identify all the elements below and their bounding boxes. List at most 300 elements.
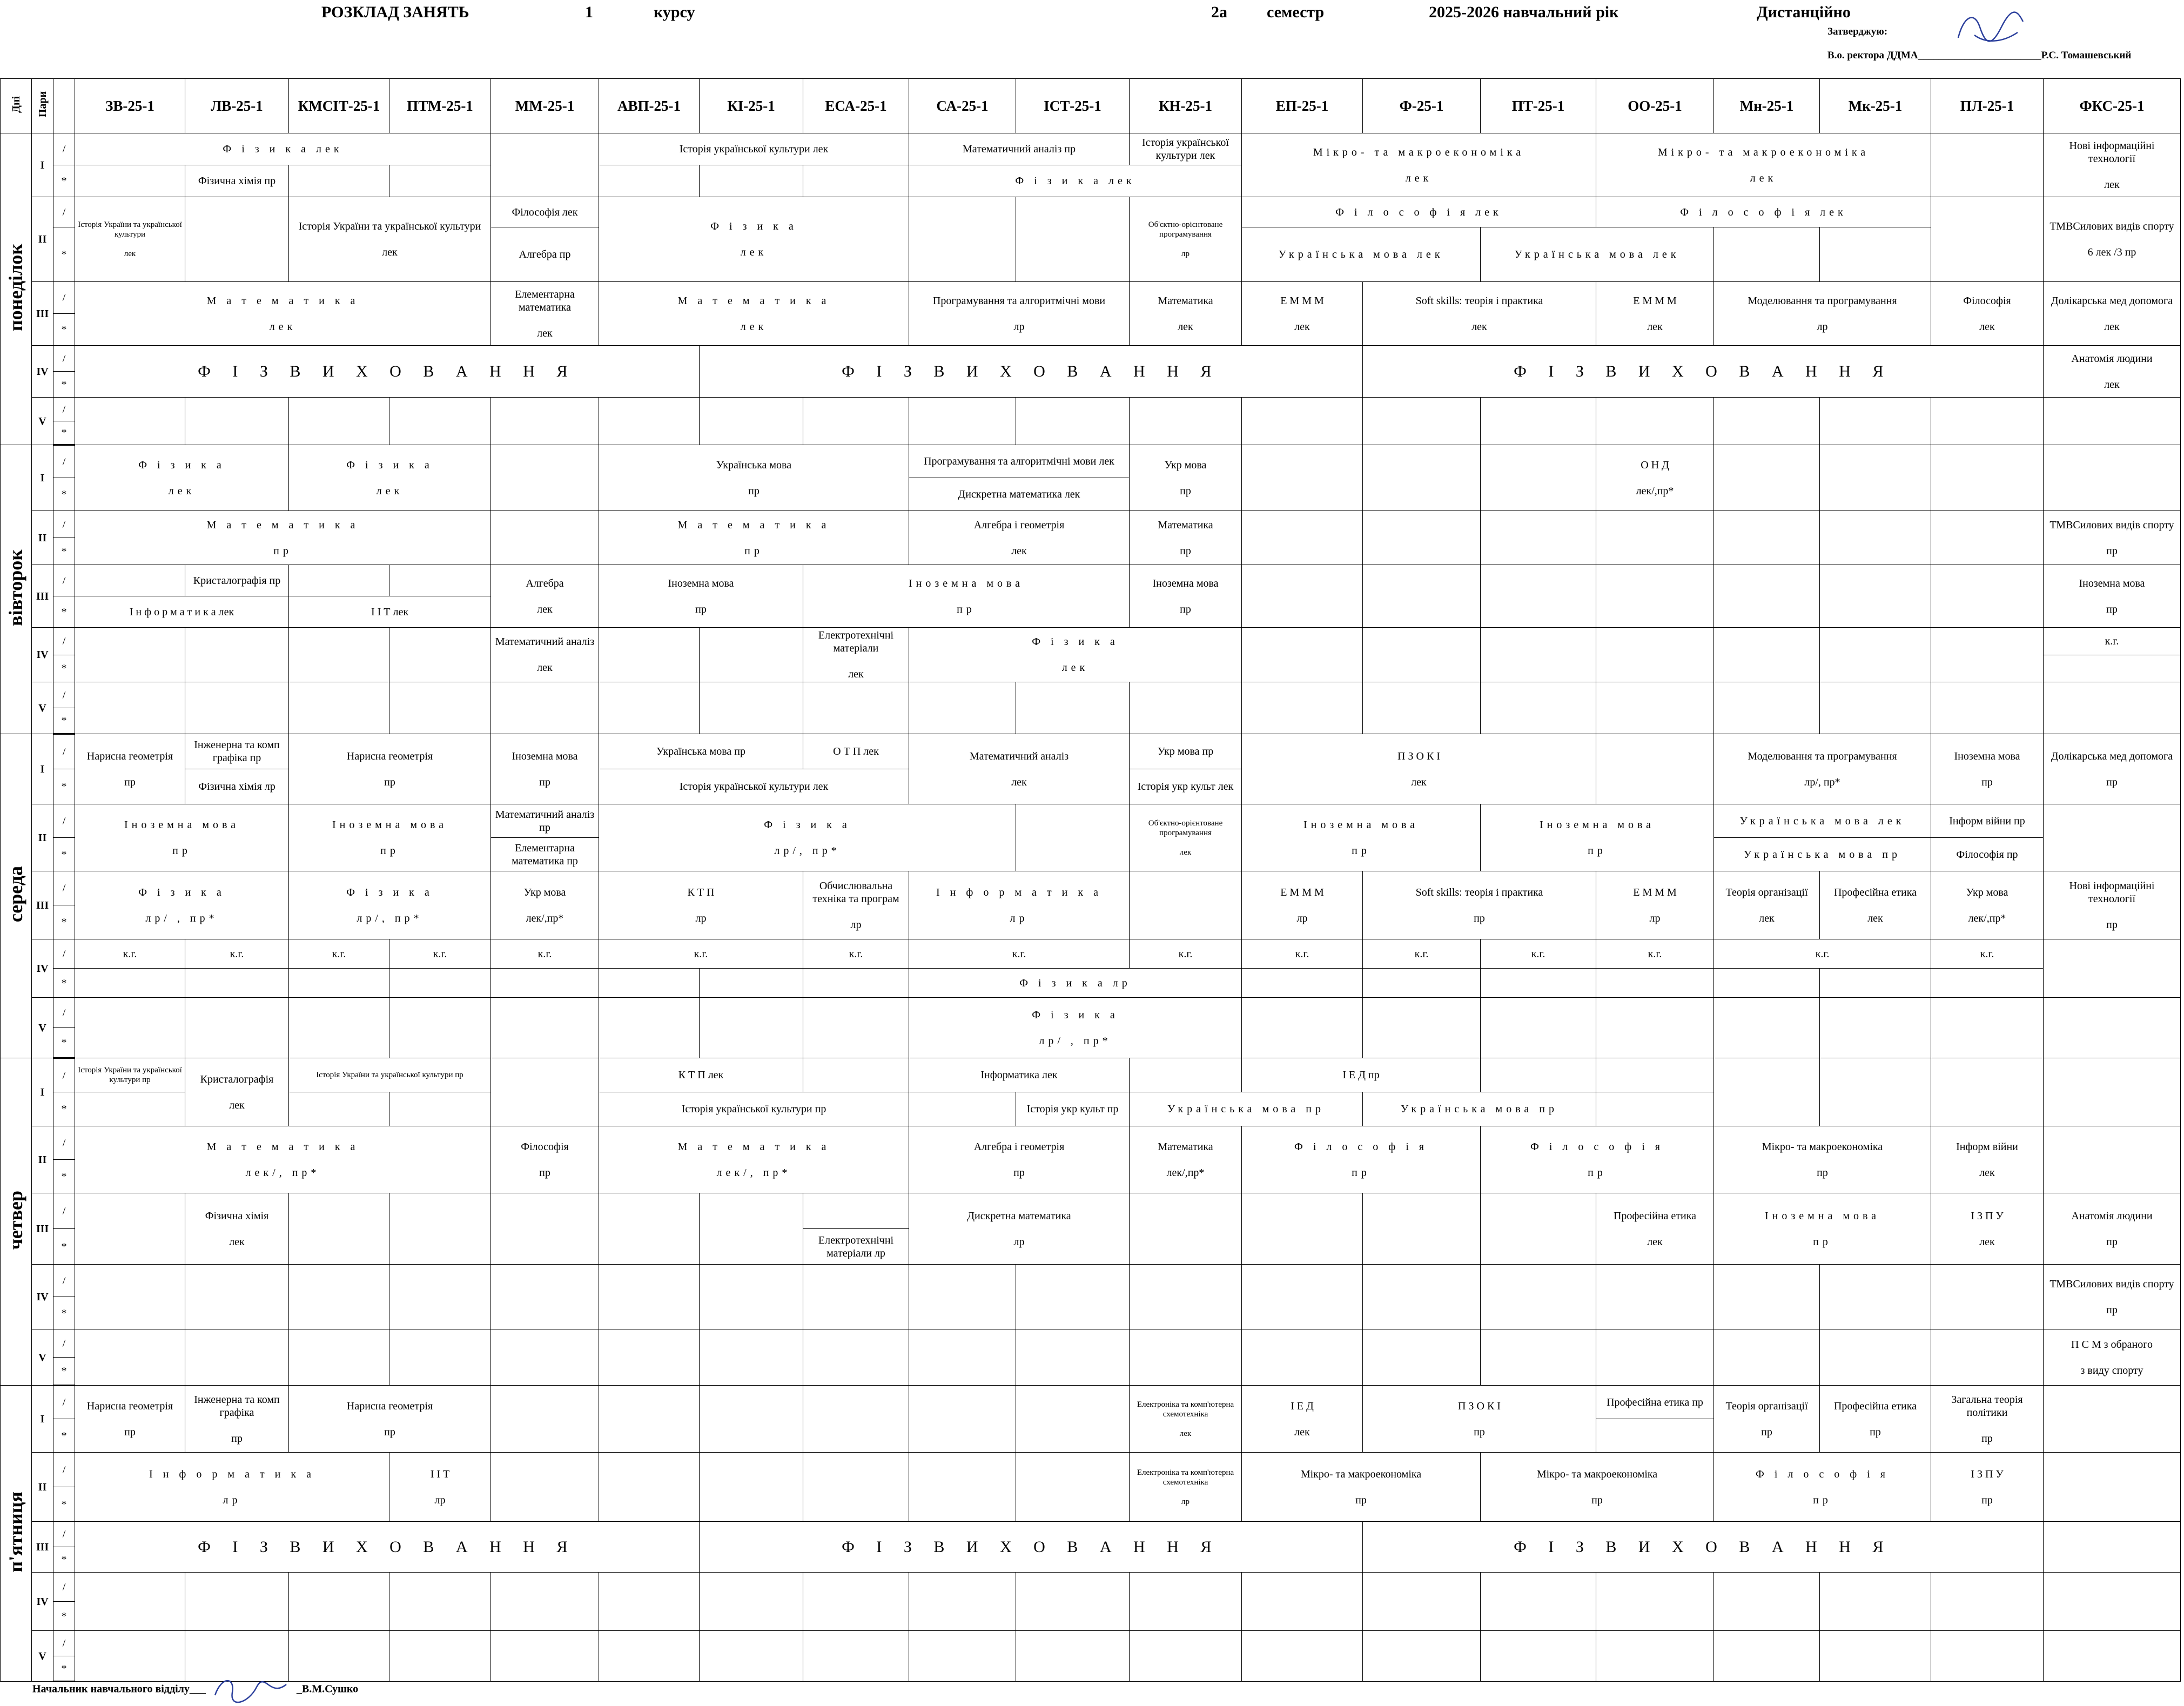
empty-cell xyxy=(289,1329,389,1386)
group-header: Мн-25-1 xyxy=(1714,79,1820,133)
empty-cell xyxy=(289,565,389,596)
empty-cell xyxy=(1016,398,1130,445)
class-cell: Е М М М лр xyxy=(1596,871,1714,939)
day-label: вівторок xyxy=(1,445,32,734)
day-label: п'ятниця xyxy=(1,1386,32,1682)
empty-cell xyxy=(1714,1058,1820,1126)
schedule-row xyxy=(1,133,2181,165)
class-cell: Теорія організації пр xyxy=(1714,1386,1820,1453)
class-cell: Ф і з и к а лек xyxy=(909,165,1242,197)
class-cell: Ф і з и к а лек xyxy=(599,197,909,282)
numerator-week-marker: / xyxy=(53,939,75,969)
schedule-row xyxy=(1,682,2181,708)
empty-cell xyxy=(2044,445,2181,511)
empty-cell xyxy=(491,1631,599,1682)
schedule-row xyxy=(1,1058,2181,1092)
denominator-week-marker: * xyxy=(53,372,75,398)
class-cell: к.г. xyxy=(1596,939,1714,969)
class-cell: Іноземна мова пр xyxy=(1130,565,1242,628)
group-header: ПТ-25-1 xyxy=(1481,79,1596,133)
class-cell: Іноземна мова пр xyxy=(2044,565,2181,628)
class-cell: М а т е м а т и к а лек/, пр* xyxy=(599,1126,909,1193)
schedule-row xyxy=(1,282,2181,314)
class-cell: Українська мова лек xyxy=(1714,804,1931,838)
denominator-week-marker: * xyxy=(53,1028,75,1058)
empty-cell xyxy=(289,165,389,197)
class-cell: Інформ війни лек xyxy=(1931,1126,2044,1193)
empty-cell xyxy=(1242,682,1363,734)
class-cell: Філософія лек xyxy=(1931,282,2044,346)
class-cell: Математичний аналіз лек xyxy=(491,628,599,682)
head-of-department-name: _В.М.Сушко xyxy=(296,1683,359,1695)
class-cell: Професійна етика пр xyxy=(1596,1386,1714,1419)
class-cell: Математичний аналіз пр xyxy=(491,804,599,838)
numerator-week-marker: / xyxy=(53,398,75,421)
schedule-header xyxy=(0,0,2184,78)
empty-cell xyxy=(389,1631,491,1682)
empty-cell xyxy=(1596,734,1714,804)
group-header: ЛВ-25-1 xyxy=(185,79,289,133)
empty-cell xyxy=(1130,1265,1242,1329)
empty-cell xyxy=(185,1265,289,1329)
class-cell: Філософія пр xyxy=(1931,838,2044,871)
empty-cell xyxy=(599,1573,700,1631)
schedule-row xyxy=(1,1329,2181,1358)
class-cell: Філософія лек xyxy=(491,197,599,227)
class-cell: К Т П лек xyxy=(599,1058,803,1092)
class-cell: Soft skills: теорія і практика лек xyxy=(1363,282,1596,346)
group-header: ФКС-25-1 xyxy=(2044,79,2181,133)
empty-cell xyxy=(289,1092,389,1126)
empty-cell xyxy=(2044,804,2181,871)
empty-cell xyxy=(1820,1265,1931,1329)
empty-cell xyxy=(491,133,599,197)
group-header: КІ-25-1 xyxy=(700,79,803,133)
class-cell: Професійна етика лек xyxy=(1820,871,1931,939)
empty-cell xyxy=(599,1193,700,1265)
empty-cell xyxy=(803,1386,909,1453)
empty-cell xyxy=(1931,628,2044,682)
empty-cell xyxy=(1931,398,2044,445)
empty-cell xyxy=(909,1453,1016,1522)
empty-cell xyxy=(2044,939,2181,998)
class-cell: Теорія організації лек xyxy=(1714,871,1820,939)
schedule-row xyxy=(1,1193,2181,1229)
empty-cell xyxy=(1242,565,1363,628)
empty-cell xyxy=(389,682,491,734)
empty-cell xyxy=(1481,1265,1596,1329)
denominator-week-marker: * xyxy=(53,1229,75,1265)
empty-cell xyxy=(909,1329,1016,1386)
empty-cell xyxy=(185,628,289,682)
empty-cell xyxy=(1016,1631,1130,1682)
class-cell: К Т П лр xyxy=(599,871,803,939)
pair-number: II xyxy=(32,1126,53,1193)
empty-cell xyxy=(1931,445,2044,511)
pair-number: I xyxy=(32,734,53,804)
numerator-week-marker: / xyxy=(53,133,75,165)
empty-cell xyxy=(185,1573,289,1631)
empty-cell xyxy=(1931,1058,2044,1126)
empty-cell xyxy=(1481,565,1596,628)
empty-cell xyxy=(1596,969,1714,998)
class-cell: Математичний аналіз лек xyxy=(909,734,1130,804)
empty-cell xyxy=(75,969,185,998)
schedule-row xyxy=(1,1265,2181,1297)
numerator-week-marker: / xyxy=(53,511,75,538)
empty-cell xyxy=(599,1329,700,1386)
class-cell: Ф і з и к а лек xyxy=(75,133,491,165)
class-cell: Українська мова пр xyxy=(1714,838,1931,871)
empty-cell xyxy=(1931,969,2044,998)
group-header: ЗВ-25-1 xyxy=(75,79,185,133)
numerator-week-marker: / xyxy=(53,1265,75,1297)
class-cell: Ф і з и к а лек xyxy=(909,628,1242,682)
empty-cell xyxy=(1820,628,1931,682)
empty-cell xyxy=(1016,1386,1130,1453)
empty-cell xyxy=(1363,565,1481,628)
empty-cell xyxy=(1596,398,1714,445)
denominator-week-marker: * xyxy=(53,1092,75,1126)
pair-number: V xyxy=(32,1329,53,1386)
numerator-week-marker: / xyxy=(53,445,75,478)
empty-cell xyxy=(1820,511,1931,565)
class-cell: Ф і л о с о ф і я лек xyxy=(1242,197,1596,227)
course-number: 1 xyxy=(585,3,593,21)
empty-cell xyxy=(803,165,909,197)
empty-cell xyxy=(700,682,803,734)
class-cell: Soft skills: теорія і практика пр xyxy=(1363,871,1596,939)
class-cell: Елементарна математика лек xyxy=(491,282,599,346)
class-cell: к.г. xyxy=(1363,939,1481,969)
empty-cell xyxy=(700,969,803,998)
empty-cell xyxy=(2044,1058,2181,1126)
pair-number: II xyxy=(32,197,53,282)
class-cell: ТМВСилових видів спорту пр xyxy=(2044,511,2181,565)
class-cell: Ф і з и к а лр/, пр* xyxy=(599,804,1016,871)
empty-cell xyxy=(909,1092,1016,1126)
numerator-week-marker: / xyxy=(53,565,75,596)
class-cell: Укр мова пр xyxy=(1130,734,1242,769)
pair-number: V xyxy=(32,998,53,1058)
empty-cell xyxy=(1363,1329,1481,1386)
empty-cell xyxy=(1481,628,1596,682)
class-cell: Ф І З В И Х О В А Н Н Я xyxy=(75,346,700,398)
empty-cell xyxy=(909,1631,1016,1682)
empty-cell xyxy=(1130,1193,1242,1265)
denominator-week-marker: * xyxy=(53,708,75,734)
class-cell: Долікарська мед допомога лек xyxy=(2044,282,2181,346)
class-cell: П З О К І пр xyxy=(1363,1386,1596,1453)
class-cell: Кристалографія лек xyxy=(185,1058,289,1126)
pair-number: I xyxy=(32,133,53,197)
class-cell: І І Т лр xyxy=(389,1453,491,1522)
class-cell: Електроніка та комп'ютерна схемотехніка лр xyxy=(1130,1453,1242,1522)
empty-cell xyxy=(75,1193,185,1265)
empty-cell xyxy=(1596,565,1714,628)
academic-year: 2025-2026 навчальний рік xyxy=(1429,3,1619,21)
rector-signature xyxy=(1953,5,2028,54)
schedule-row xyxy=(1,1386,2181,1419)
rector-signature-line: В.о. ректора ДДМА________________________Р.С. Томашевський xyxy=(1827,50,2132,61)
empty-cell xyxy=(599,165,700,197)
schedule-title: РОЗКЛАД ЗАНЯТЬ xyxy=(321,3,469,21)
denominator-week-marker: * xyxy=(53,1358,75,1386)
empty-cell xyxy=(1242,1573,1363,1631)
schedule-row xyxy=(1,734,2181,769)
class-cell: к.г. xyxy=(599,939,803,969)
numerator-week-marker: / xyxy=(53,1631,75,1656)
pair-number: III xyxy=(32,1193,53,1265)
empty-cell xyxy=(1016,197,1130,282)
empty-cell xyxy=(75,1329,185,1386)
denominator-week-marker: * xyxy=(53,314,75,346)
class-cell: Історія України та української культури пр xyxy=(289,1058,491,1092)
empty-cell xyxy=(2044,1522,2181,1573)
empty-cell xyxy=(1481,969,1596,998)
schedule-row xyxy=(1,998,2181,1028)
denominator-week-marker: * xyxy=(53,905,75,939)
empty-cell xyxy=(803,1193,909,1229)
empty-cell xyxy=(1242,445,1363,511)
empty-cell xyxy=(185,969,289,998)
class-cell: к.г. xyxy=(491,939,599,969)
empty-cell xyxy=(75,565,185,596)
empty-cell xyxy=(491,1058,599,1126)
class-cell: Українська мова лек xyxy=(1242,227,1481,282)
empty-cell xyxy=(1931,133,2044,197)
empty-cell xyxy=(2044,682,2181,734)
pair-number: II xyxy=(32,511,53,565)
numerator-week-marker: / xyxy=(53,1573,75,1602)
class-cell: Філософія пр xyxy=(491,1126,599,1193)
class-cell: Іноземна мова пр xyxy=(491,734,599,804)
group-header: КМСІТ-25-1 xyxy=(289,79,389,133)
empty-cell xyxy=(909,1265,1016,1329)
class-cell: І н ф о р м а т и к а лек xyxy=(75,596,289,628)
class-cell: Інформ війни пр xyxy=(1931,804,2044,838)
empty-cell xyxy=(1820,682,1931,734)
class-cell: І Е Д пр xyxy=(1242,1058,1481,1092)
denominator-week-marker: * xyxy=(53,165,75,197)
empty-cell xyxy=(1242,969,1363,998)
class-cell: М а т е м а т и к а лек xyxy=(75,282,491,346)
empty-cell xyxy=(1820,1573,1931,1631)
class-cell: Програмування та алгоритмічні мови лр xyxy=(909,282,1130,346)
class-cell: Ф і з и к а лек xyxy=(289,445,491,511)
denominator-week-marker: * xyxy=(53,227,75,282)
empty-cell xyxy=(1363,1193,1481,1265)
denominator-week-marker: * xyxy=(53,421,75,445)
numerator-week-marker: / xyxy=(53,282,75,314)
empty-cell xyxy=(1714,1631,1820,1682)
group-header: ІСТ-25-1 xyxy=(1016,79,1130,133)
class-cell: Укр мова лек/,пр* xyxy=(491,871,599,939)
class-cell: Іноземна мова пр xyxy=(1481,804,1714,871)
class-cell: Нарисна геометрія пр xyxy=(75,734,185,804)
empty-cell xyxy=(2044,1573,2181,1631)
class-cell: Математика пр xyxy=(1130,511,1242,565)
group-header: Ф-25-1 xyxy=(1363,79,1481,133)
empty-cell xyxy=(289,1193,389,1265)
empty-cell xyxy=(803,1265,909,1329)
empty-cell xyxy=(389,165,491,197)
numerator-week-marker: / xyxy=(53,871,75,905)
denominator-week-marker: * xyxy=(53,1656,75,1682)
empty-cell xyxy=(803,1329,909,1386)
course-label: курсу xyxy=(654,3,695,21)
empty-cell xyxy=(1596,1573,1714,1631)
empty-cell xyxy=(1820,1329,1931,1386)
empty-cell xyxy=(1714,445,1820,511)
class-cell: Ф і л о с о ф і я пр xyxy=(1714,1453,1931,1522)
class-cell: Елементарна математика пр xyxy=(491,838,599,871)
empty-cell xyxy=(700,1193,803,1265)
schedule-row xyxy=(1,628,2181,655)
empty-cell xyxy=(1363,1631,1481,1682)
group-header: ОО-25-1 xyxy=(1596,79,1714,133)
class-cell: Історія України та української культури лек xyxy=(75,197,185,282)
denominator-week-marker: * xyxy=(53,596,75,628)
empty-cell xyxy=(1130,398,1242,445)
class-cell: Нові інформаційні технології пр xyxy=(2044,871,2181,939)
empty-cell xyxy=(289,969,389,998)
pair-number: IV xyxy=(32,628,53,682)
class-cell: к.г. xyxy=(1130,939,1242,969)
schedule-row xyxy=(1,1631,2181,1656)
class-cell: ТМВСилових видів спорту пр xyxy=(2044,1265,2181,1329)
empty-cell xyxy=(289,998,389,1058)
class-cell: Історія укр культ лек xyxy=(1130,769,1242,804)
class-cell: к.г. xyxy=(75,939,185,969)
empty-cell xyxy=(1363,998,1481,1058)
class-cell: ТМВСилових видів спорту 6 лек /3 пр xyxy=(2044,197,2181,282)
denominator-week-marker: * xyxy=(53,538,75,565)
empty-cell xyxy=(1481,445,1596,511)
class-cell: Історія укр культ пр xyxy=(1016,1092,1130,1126)
empty-cell xyxy=(599,1386,700,1453)
empty-cell xyxy=(700,1265,803,1329)
class-cell: Іноземна мова пр xyxy=(1714,1193,1931,1265)
day-label: понеділок xyxy=(1,133,32,445)
empty-cell xyxy=(1481,511,1596,565)
empty-cell xyxy=(1714,628,1820,682)
class-cell: Ф І З В И Х О В А Н Н Я xyxy=(1363,346,2044,398)
empty-cell xyxy=(1481,1631,1596,1682)
empty-cell xyxy=(1820,398,1931,445)
class-cell: П З О К І лек xyxy=(1242,734,1596,804)
empty-cell xyxy=(1363,398,1481,445)
group-header: ПТМ-25-1 xyxy=(389,79,491,133)
denominator-week-marker: * xyxy=(53,478,75,511)
schedule-row xyxy=(1,445,2181,478)
group-header: ЕП-25-1 xyxy=(1242,79,1363,133)
class-cell: О Н Д лек/,пр* xyxy=(1596,445,1714,511)
empty-cell xyxy=(75,398,185,445)
pair-number: III xyxy=(32,282,53,346)
numerator-week-marker: / xyxy=(53,628,75,655)
denominator-week-marker: * xyxy=(53,655,75,682)
class-cell: к.г. xyxy=(1481,939,1596,969)
class-cell: Дискретна математика лек xyxy=(909,478,1130,511)
empty-cell xyxy=(185,682,289,734)
empty-cell xyxy=(1481,1573,1596,1631)
empty-cell xyxy=(2044,1631,2181,1682)
class-cell: Професійна етика лек xyxy=(1596,1193,1714,1265)
class-cell: к.г. xyxy=(1714,939,1931,969)
empty-cell xyxy=(909,1386,1016,1453)
empty-cell xyxy=(2044,998,2181,1058)
empty-cell xyxy=(491,1329,599,1386)
empty-cell xyxy=(599,969,700,998)
class-cell: І З П У лек xyxy=(1931,1193,2044,1265)
class-cell: Математичний аналіз пр xyxy=(909,133,1130,165)
empty-cell xyxy=(700,998,803,1058)
numerator-week-marker: / xyxy=(53,346,75,372)
empty-cell xyxy=(1714,511,1820,565)
empty-cell xyxy=(491,1386,599,1453)
empty-cell xyxy=(700,1329,803,1386)
class-cell: к.г. xyxy=(909,939,1130,969)
empty-cell xyxy=(1596,1329,1714,1386)
class-cell: Історія української культури лек xyxy=(1130,133,1242,165)
numerator-week-marker: / xyxy=(53,804,75,838)
empty-cell xyxy=(1130,682,1242,734)
empty-cell xyxy=(1130,1573,1242,1631)
empty-cell xyxy=(75,1092,185,1126)
class-cell: Іноземна мова пр xyxy=(803,565,1130,628)
group-header: ММ-25-1 xyxy=(491,79,599,133)
denominator-week-marker: * xyxy=(53,1297,75,1329)
class-cell: І З П У пр xyxy=(1931,1453,2044,1522)
class-cell: Дискретна математика лр xyxy=(909,1193,1130,1265)
empty-cell xyxy=(491,398,599,445)
pair-number: V xyxy=(32,1631,53,1682)
class-cell: Ф і з и к а лр/, пр* xyxy=(289,871,491,939)
class-cell: Електроніка та комп'ютерна схемотехніка лек xyxy=(1130,1386,1242,1453)
empty-cell xyxy=(1596,682,1714,734)
empty-cell xyxy=(1481,998,1596,1058)
class-cell: Українська мова пр xyxy=(599,445,909,511)
class-cell: Ф І З В И Х О В А Н Н Я xyxy=(700,1522,1363,1573)
empty-cell xyxy=(1481,1058,1596,1092)
group-header: КН-25-1 xyxy=(1130,79,1242,133)
group-header: СА-25-1 xyxy=(909,79,1016,133)
class-cell: Ф і з и к а лр xyxy=(909,969,1242,998)
class-cell: Ф І З В И Х О В А Н Н Я xyxy=(1363,1522,2044,1573)
empty-cell xyxy=(803,1453,909,1522)
class-cell: Українська мова пр xyxy=(1130,1092,1363,1126)
empty-cell xyxy=(75,1265,185,1329)
class-cell: І І Т лек xyxy=(289,596,491,628)
schedule-row xyxy=(1,871,2181,905)
empty-cell xyxy=(1130,1329,1242,1386)
class-cell: Нові інформаційні технології лек xyxy=(2044,133,2181,197)
denominator-week-marker: * xyxy=(53,1160,75,1193)
empty-cell xyxy=(803,682,909,734)
empty-cell xyxy=(1363,445,1481,511)
empty-cell xyxy=(1363,511,1481,565)
empty-cell xyxy=(185,1329,289,1386)
empty-cell xyxy=(1130,871,1242,939)
class-cell: к.г. xyxy=(803,939,909,969)
empty-cell xyxy=(700,1453,803,1522)
empty-cell xyxy=(1481,682,1596,734)
numerator-week-marker: / xyxy=(53,1193,75,1229)
empty-cell xyxy=(1016,804,1130,871)
empty-cell xyxy=(1714,969,1820,998)
empty-cell xyxy=(185,998,289,1058)
